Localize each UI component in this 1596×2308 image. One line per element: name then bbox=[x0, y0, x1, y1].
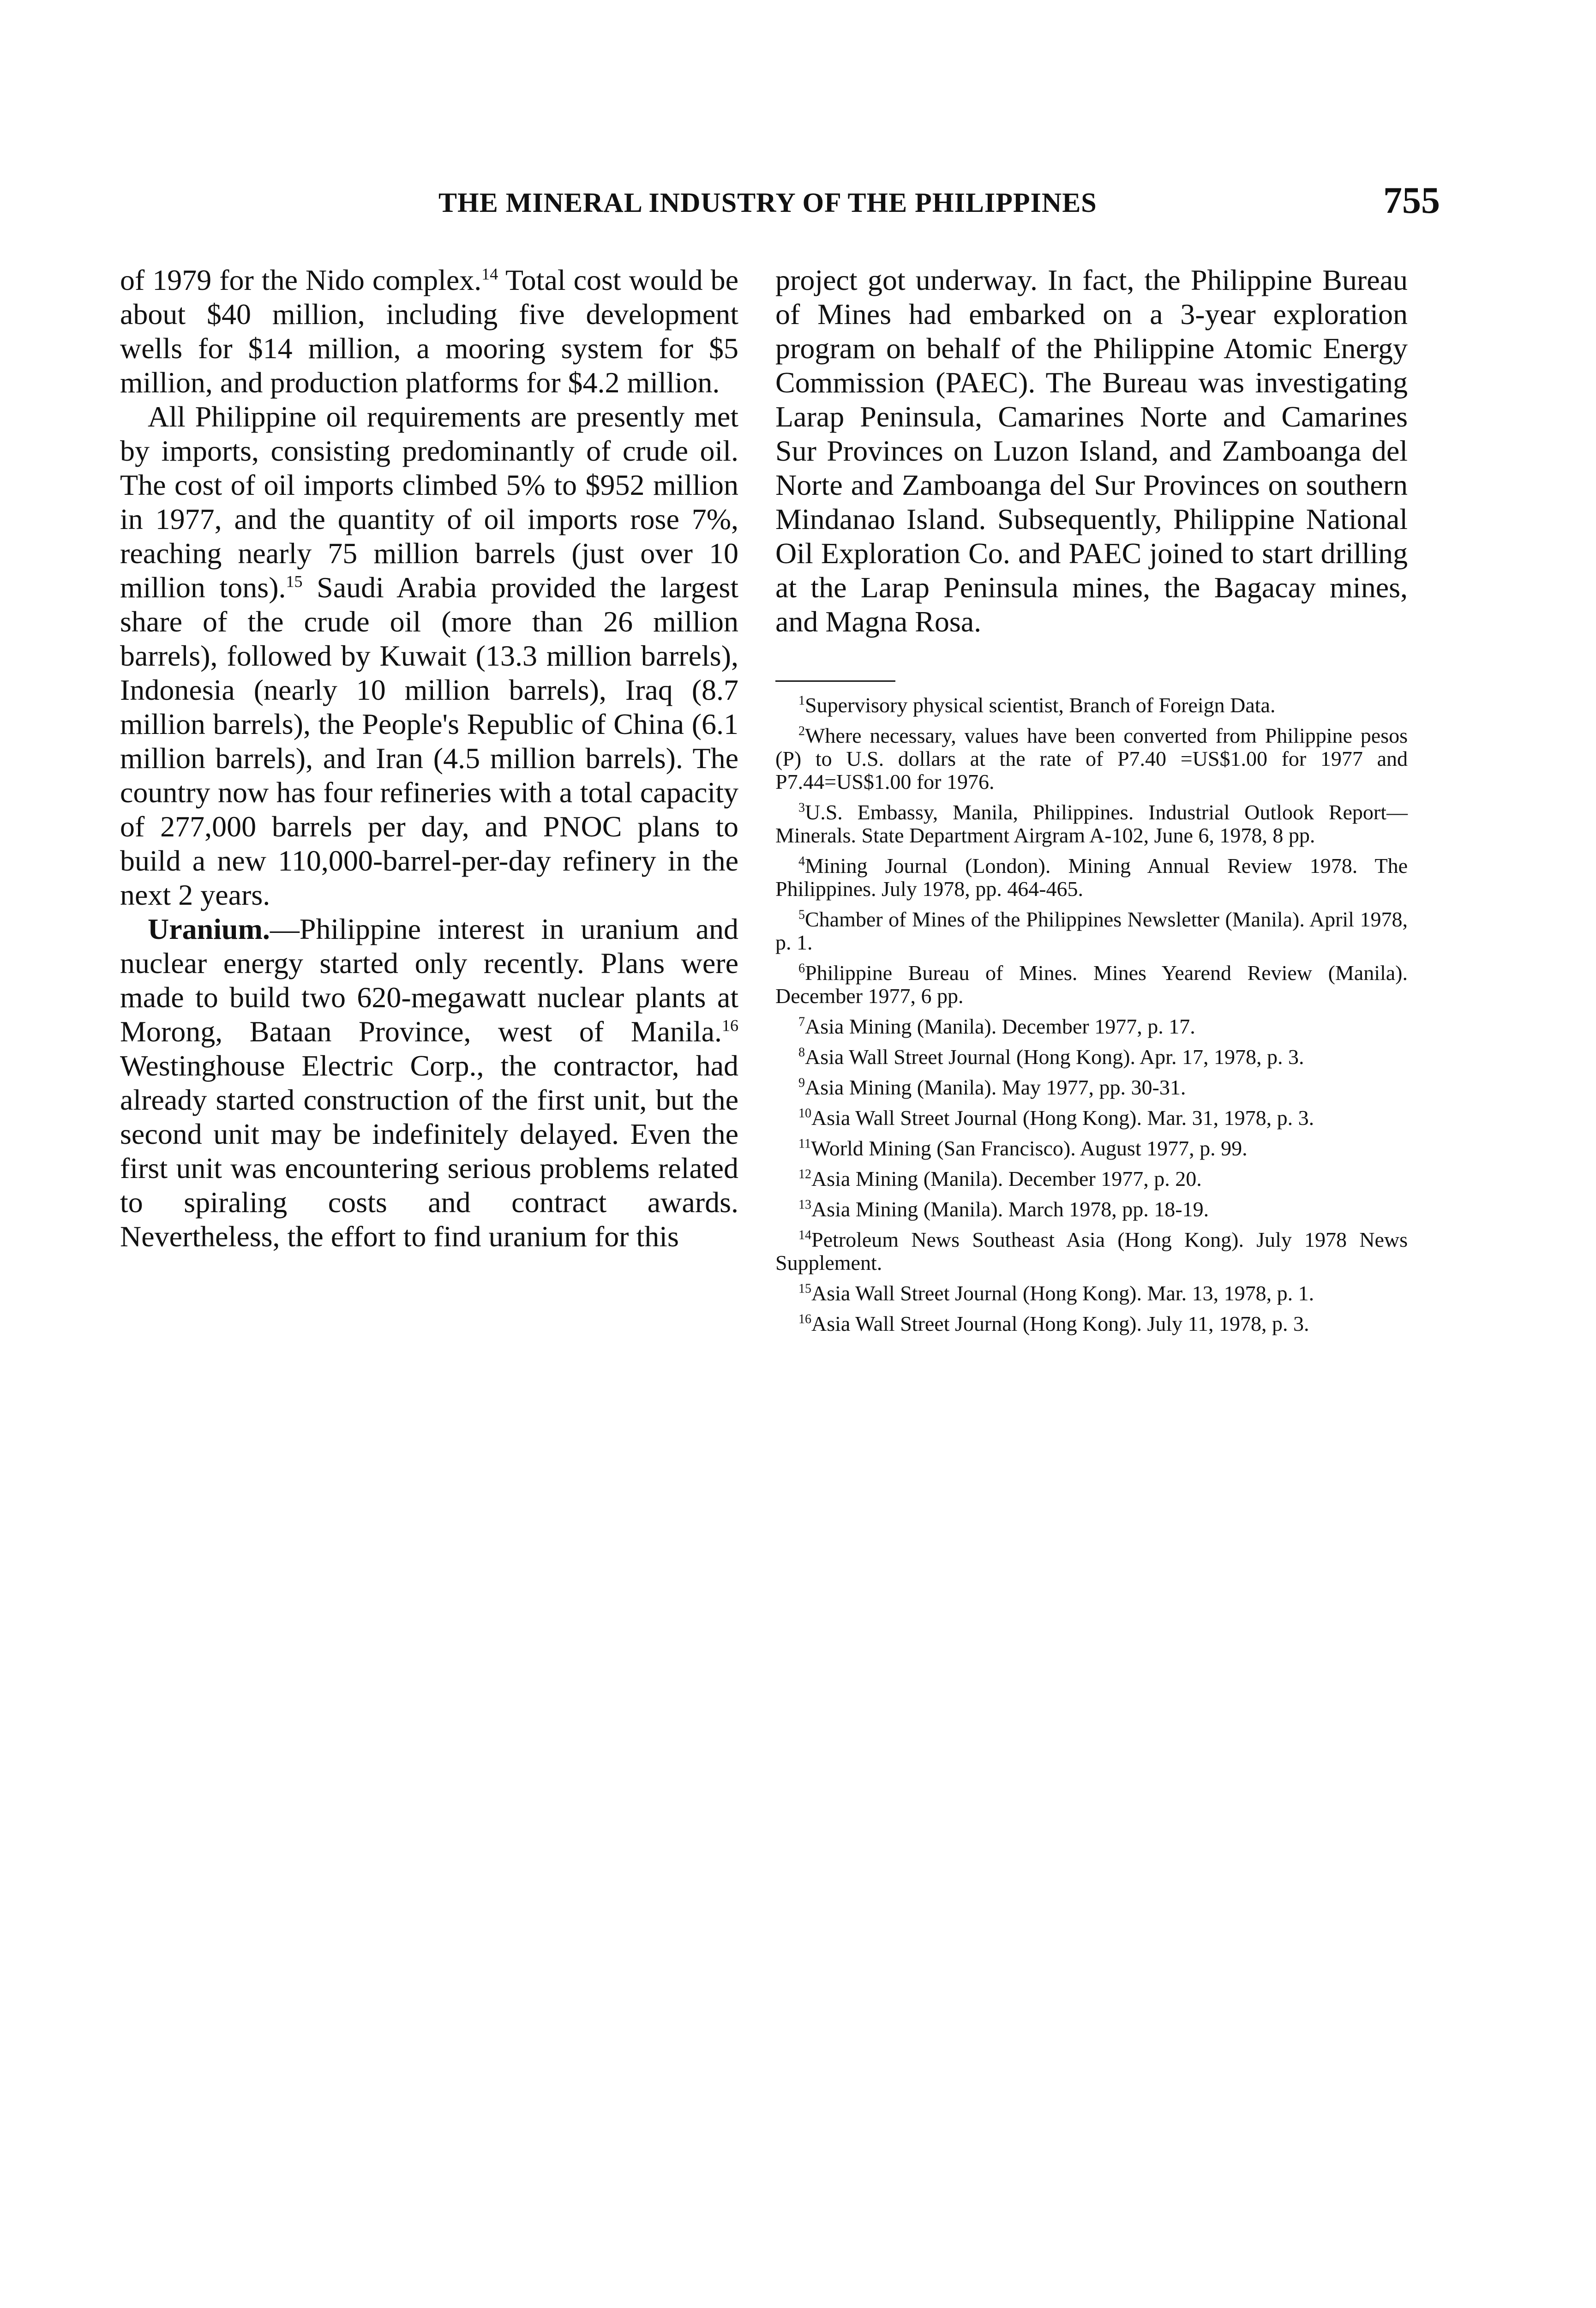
footnote-item bbox=[775, 1228, 1408, 1274]
footnote-text: Petroleum News Southeast Asia (Hong Kong). July 1978 News Supplement. bbox=[775, 1228, 1408, 1274]
footnote-number: 16 bbox=[798, 1312, 811, 1327]
footnote-item bbox=[775, 724, 1408, 793]
paragraph-text: Total cost would be about $40 million, including five development wells for $14 million, a mooring system for $5 million, and production platforms for $4.2 million. bbox=[120, 264, 739, 399]
footnote-number: 2 bbox=[798, 724, 805, 739]
footnote-text: Philippine Bureau of Mines. Mines Yearend Review (Manila). December 1977, 6 pp. bbox=[775, 961, 1408, 1008]
footnote-text: Chamber of Mines of the Philippines Newsletter (Manila). April 1978, p. 1. bbox=[775, 908, 1408, 954]
running-header bbox=[120, 179, 1440, 233]
running-title: THE MINERAL INDUSTRY OF THE PHILIPPINES bbox=[438, 187, 1097, 218]
footnotes bbox=[775, 680, 1408, 1335]
footnote-number: 10 bbox=[798, 1106, 811, 1121]
paragraph-oil-imports bbox=[120, 400, 738, 912]
footnote-number: 11 bbox=[798, 1136, 811, 1151]
footnote-list bbox=[775, 694, 1408, 1335]
footnote-number: 7 bbox=[798, 1015, 805, 1029]
footnote-text: World Mining (San Francisco). August 1977, p. 99. bbox=[810, 1136, 1248, 1160]
footnote-text: Asia Wall Street Journal (Hong Kong). Apr. 17, 1978, p. 3. bbox=[805, 1045, 1304, 1069]
paragraph-uranium-continued: project got underway. In fact, the Philippine Bureau of Mines had embarked on a 3-year exploration program on behalf of the Philippine Atomic Energy Commission (PAEC). The Bureau was investigating Larap Peninsula, Camarines Norte and Camarines Sur Provinces on Luzon Island, and Zamboanga del Norte and Zamboanga del Sur Provinces on southern Mindanao Island. Subsequently, Philippine National Oil Exploration Co. and PAEC joined to start drilling at the Larap Peninsula mines, the Bagacay mines, and Magna Rosa. bbox=[775, 264, 1408, 638]
footnote-item bbox=[775, 1198, 1408, 1221]
footnote-text: Asia Mining (Manila). December 1977, p. 17. bbox=[805, 1015, 1195, 1038]
footnote-number: 1 bbox=[798, 693, 805, 708]
section-runin-heading: Uranium. bbox=[148, 913, 270, 945]
footnote-number: 12 bbox=[798, 1167, 811, 1182]
footnote-item bbox=[775, 1076, 1408, 1099]
footnote-text: Asia Mining (Manila). December 1977, p. 20. bbox=[811, 1167, 1202, 1190]
paragraph-text: of 1979 for the Nido complex. bbox=[120, 264, 482, 296]
paragraph-uranium bbox=[120, 912, 738, 1254]
footnote-text: Asia Wall Street Journal (Hong Kong). July 11, 1978, p. 3. bbox=[811, 1312, 1309, 1335]
footnote-number: 8 bbox=[798, 1045, 805, 1060]
footnote-item bbox=[775, 1312, 1408, 1335]
page-number: 755 bbox=[1383, 179, 1440, 221]
footnote-ref: 14 bbox=[481, 264, 498, 283]
footnote-number: 14 bbox=[798, 1228, 811, 1243]
footnote-item bbox=[775, 1106, 1408, 1130]
footnote-item bbox=[775, 854, 1408, 901]
footnote-text: U.S. Embassy, Manila, Philippines. Industrial Outlook Report—Minerals. State Department Airgram A-102, June 6, 1978, 8 pp. bbox=[775, 800, 1408, 847]
footnote-item bbox=[775, 801, 1408, 847]
paragraph-text: Saudi Arabia provided the largest share of the crude oil (more than 26 million barrels), followed by Kuwait (13.3 million barrels), Indonesia (nearly 10 million barrels), Iraq (8.7 million barrels), the People's Republic of China (6.1 million barrels), and Iran (4.5 million barrels). The country now has four refineries with a total capacity of 277,000 barrels per day, and PNOC plans to build a new 110,000-barrel-per-day refinery in the next 2 years. bbox=[120, 571, 739, 911]
footnote-number: 5 bbox=[798, 908, 805, 922]
footnote-item bbox=[775, 1015, 1408, 1038]
footnote-item bbox=[775, 908, 1408, 954]
footnote-text: Asia Wall Street Journal (Hong Kong). Mar. 31, 1978, p. 3. bbox=[811, 1106, 1314, 1130]
footnote-ref: 16 bbox=[722, 1016, 738, 1035]
footnote-number: 4 bbox=[798, 854, 805, 869]
footnote-item bbox=[775, 694, 1408, 717]
footnote-text: Asia Wall Street Journal (Hong Kong). Mar. 13, 1978, p. 1. bbox=[811, 1281, 1314, 1305]
footnote-text: Mining Journal (London). Mining Annual Review 1978. The Philippines. July 1978, pp. 464-465. bbox=[775, 854, 1408, 901]
footnote-number: 13 bbox=[798, 1197, 811, 1212]
footnote-item bbox=[775, 1046, 1408, 1069]
paragraph-text: —Philippine interest in uranium and nuclear energy started only recently. Plans were made to build two 620-megawatt nuclear plants at Morong, Bataan Province, west of Manila. bbox=[120, 913, 738, 1048]
paragraph-nido-cost bbox=[120, 263, 738, 400]
footnote-item bbox=[775, 1137, 1408, 1160]
footnote-text: Where necessary, values have been converted from Philippine pesos (P) to U.S. dollars at the rate of P7.40 =US$1.00 for 1977 and P7.44=US$1.00 for 1976. bbox=[775, 724, 1408, 793]
footnote-item bbox=[775, 1167, 1408, 1190]
footnote-rule bbox=[775, 680, 895, 682]
footnote-number: 15 bbox=[798, 1281, 811, 1296]
footnote-text: Supervisory physical scientist, Branch of Foreign Data. bbox=[805, 693, 1276, 717]
footnote-text: Asia Mining (Manila). May 1977, pp. 30-31. bbox=[805, 1076, 1186, 1099]
footnote-number: 6 bbox=[798, 961, 805, 976]
right-column bbox=[775, 263, 1408, 1343]
footnote-number: 3 bbox=[798, 800, 805, 815]
paragraph-text: Westinghouse Electric Corp., the contractor, had already started construction of the first unit, but the second unit may be indefinitely delayed. Even the first unit was encountering serious problems related to spiraling costs and contract awards. Nevertheless, the effort to find uranium for this bbox=[120, 1049, 738, 1253]
footnote-number: 9 bbox=[798, 1076, 805, 1090]
footnote-item bbox=[775, 1282, 1408, 1305]
paragraph-text: All Philippine oil requirements are presently met by imports, consisting predominantly of crude oil. The cost of oil imports climbed 5% to $952 million in 1977, and the quantity of oil imports rose 7%, reaching nearly 75 million barrels (just over 10 million tons). bbox=[120, 400, 738, 604]
left-column bbox=[120, 263, 738, 1254]
footnote-ref: 15 bbox=[286, 572, 303, 591]
footnote-item bbox=[775, 962, 1408, 1008]
footnote-text: Asia Mining (Manila). March 1978, pp. 18-19. bbox=[811, 1197, 1209, 1221]
